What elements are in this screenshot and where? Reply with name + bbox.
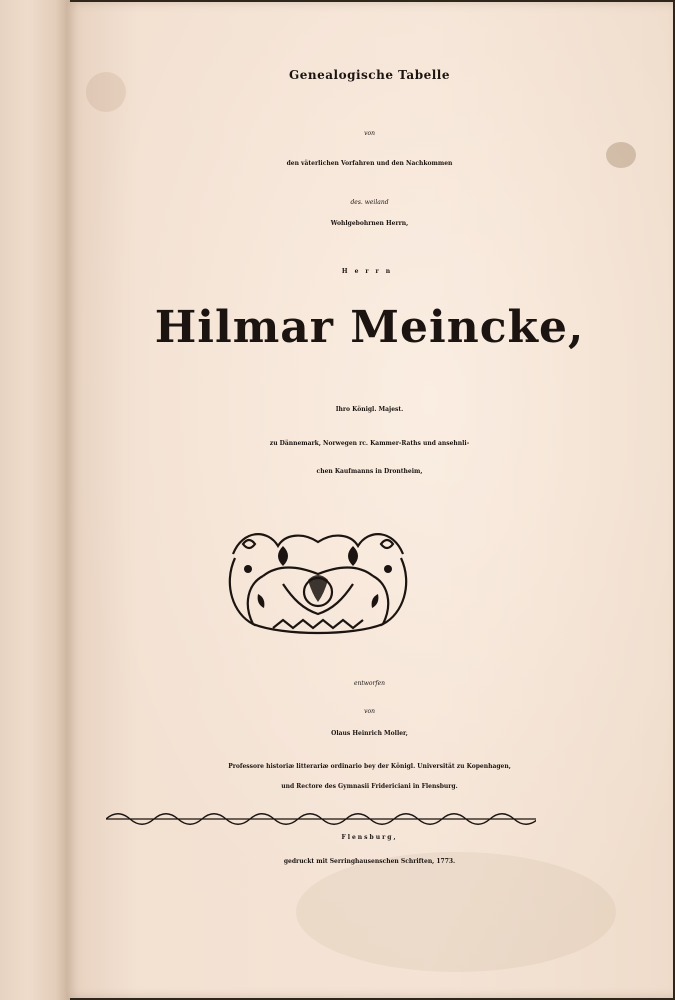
office-line-1: zu Dännemark, Norwegen rc. Kammer-Raths und ansehnli-: [269, 440, 470, 447]
place-of-printing: Flensburg,: [341, 834, 398, 841]
herrn-word: Herrn: [341, 268, 398, 275]
printers-ornament: [223, 524, 413, 640]
author-title-line-2: und Rectore des Gymnasii Fridericiani in Flensburg.: [281, 783, 458, 790]
page-title: Genealogische Tabelle: [289, 68, 450, 82]
honorific: Wohlgebohrnen Herrn,: [330, 220, 409, 227]
author-title-line-1: Professore historiæ litterariæ ordinario bey der Königl. Universität zu Kopenhagen,: [228, 763, 511, 770]
printer-imprint: gedruckt mit Serringhausenschen Schriften, 1773.: [283, 858, 456, 865]
paper-stain: [296, 852, 616, 972]
von-word: von: [364, 708, 375, 715]
office-line-2: chen Kaufmanns in Drontheim,: [316, 468, 423, 475]
von-word: von: [364, 130, 375, 137]
ihro-line: Ihro Königl. Majest.: [335, 406, 404, 413]
entworfen-word: entworfen: [353, 680, 386, 687]
subtitle: den väterlichen Vorfahren und den Nachkommen: [286, 160, 453, 167]
des-weiland: des. weiland: [350, 199, 389, 206]
author-name: Olaus Heinrich Moller,: [331, 730, 408, 737]
ornamental-rule: [106, 812, 536, 826]
person-name: Hilmar Meincke,: [154, 302, 585, 353]
page-gutter: [0, 0, 70, 1000]
title-page: [66, 2, 673, 998]
